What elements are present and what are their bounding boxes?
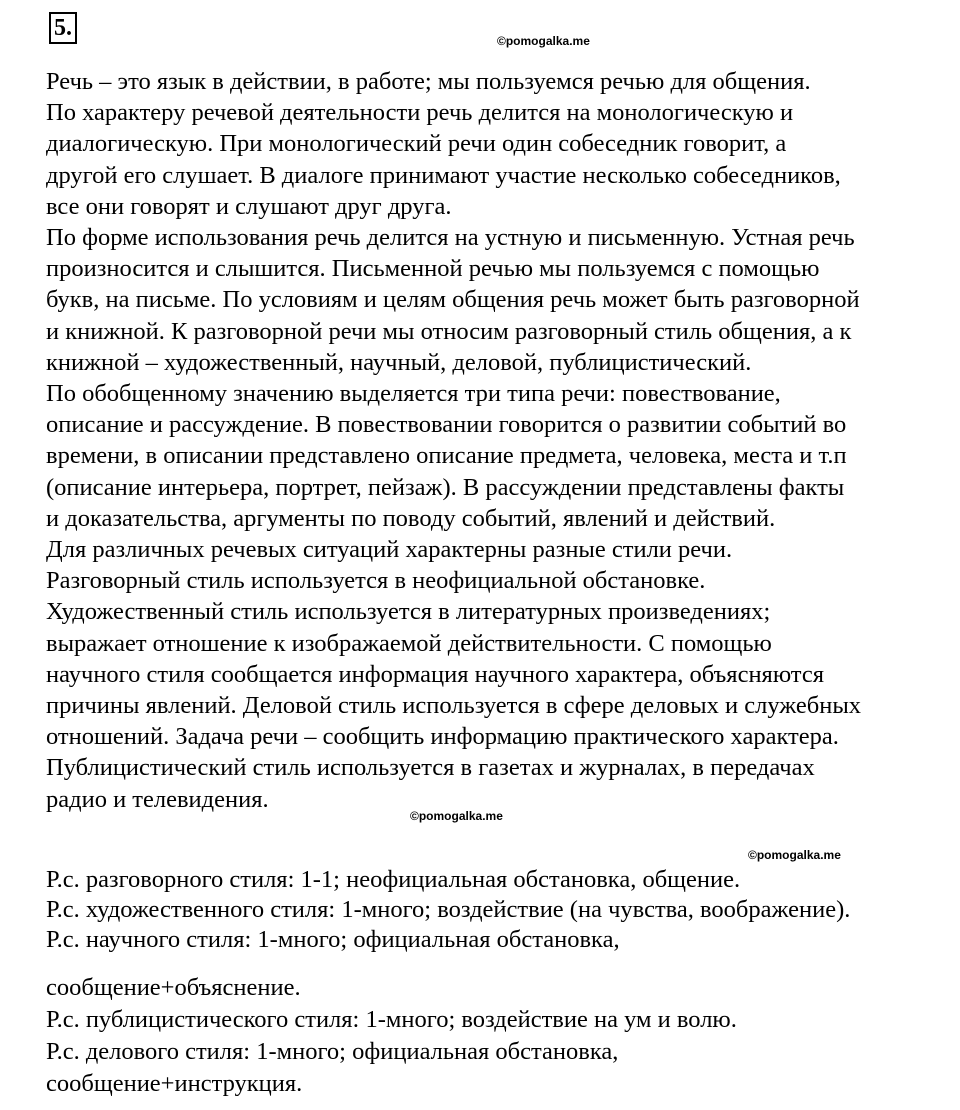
text-line: Для различных речевых ситуаций характерны разные стили речи.: [46, 536, 733, 564]
text-line: отношений. Задача речи – сообщить информацию практического характера.: [46, 723, 839, 751]
watermark: ©pomogalka.me: [410, 809, 503, 823]
summary-block-2: [46, 972, 951, 1100]
text-line: описание и рассуждение. В повествовании говорится о развитии событий во: [46, 411, 847, 439]
text-line: По форме использования речь делится на устную и письменную. Устная речь: [46, 224, 855, 252]
watermark: ©pomogalka.me: [497, 34, 590, 48]
text-line: (описание интерьера, портрет, пейзаж). В рассуждении представлены факты: [46, 473, 845, 501]
summary-line: сообщение+инструкция.: [46, 1070, 303, 1097]
summary-line: Р.с. научного стиля: 1-много; официальная обстановка,: [46, 926, 620, 953]
text-line: букв, на письме. По условиям и целям общения речь может быть разговорной: [46, 286, 860, 314]
summary-line: Р.с. делового стиля: 1-много; официальная обстановка,: [46, 1038, 619, 1065]
text-line: произносится и слышится. Письменной речью мы пользуемся с помощью: [46, 255, 820, 283]
text-line: времени, в описании представлено описание предмета, человека, места и т.п: [46, 442, 847, 470]
summary-line: Р.с. художественного стиля: 1-много; воздействие (на чувства, воображение).: [46, 896, 851, 923]
summary-line: сообщение+объяснение.: [46, 974, 301, 1001]
text-line: Художественный стиль используется в литературных произведениях;: [46, 598, 771, 626]
text-line: и книжной. К разговорной речи мы относим разговорный стиль общения, а к: [46, 317, 852, 345]
main-text: [46, 66, 951, 815]
text-line: Разговорный стиль используется в неофициальной обстановке.: [46, 567, 706, 595]
watermark: ©pomogalka.me: [748, 848, 841, 862]
exercise-number: 5.: [49, 12, 77, 44]
text-line: По характеру речевой деятельности речь делится на монологическую и: [46, 99, 794, 127]
text-line: По обобщенному значению выделяется три типа речи: повествование,: [46, 380, 781, 408]
text-line: Публицистический стиль используется в газетах и журналах, в передачах: [46, 754, 815, 782]
text-line: радио и телевидения.: [46, 785, 269, 813]
text-line: научного стиля сообщается информация научного характера, объясняются: [46, 660, 824, 688]
text-line: диалогическую. При монологический речи один собеседник говорит, а: [46, 130, 787, 158]
summary-block-1: [46, 865, 951, 955]
text-line: другой его слушает. В диалоге принимают участие несколько собеседников,: [46, 161, 841, 189]
text-line: все они говорят и слушают друг друга.: [46, 192, 452, 220]
summary-line: Р.с. публицистического стиля: 1-много; воздействие на ум и волю.: [46, 1006, 737, 1033]
text-line: Речь – это язык в действии, в работе; мы пользуемся речью для общения.: [46, 68, 811, 95]
text-line: причины явлений. Деловой стиль используется в сфере деловых и служебных: [46, 692, 862, 720]
summary-line: Р.с. разговорного стиля: 1-1; неофициальная обстановка, общение.: [46, 866, 741, 893]
text-line: выражает отношение к изображаемой действительности. С помощью: [46, 629, 772, 657]
text-line: и доказательства, аргументы по поводу событий, явлений и действий.: [46, 504, 776, 532]
text-line: книжной – художественный, научный, деловой, публицистический.: [46, 348, 752, 376]
